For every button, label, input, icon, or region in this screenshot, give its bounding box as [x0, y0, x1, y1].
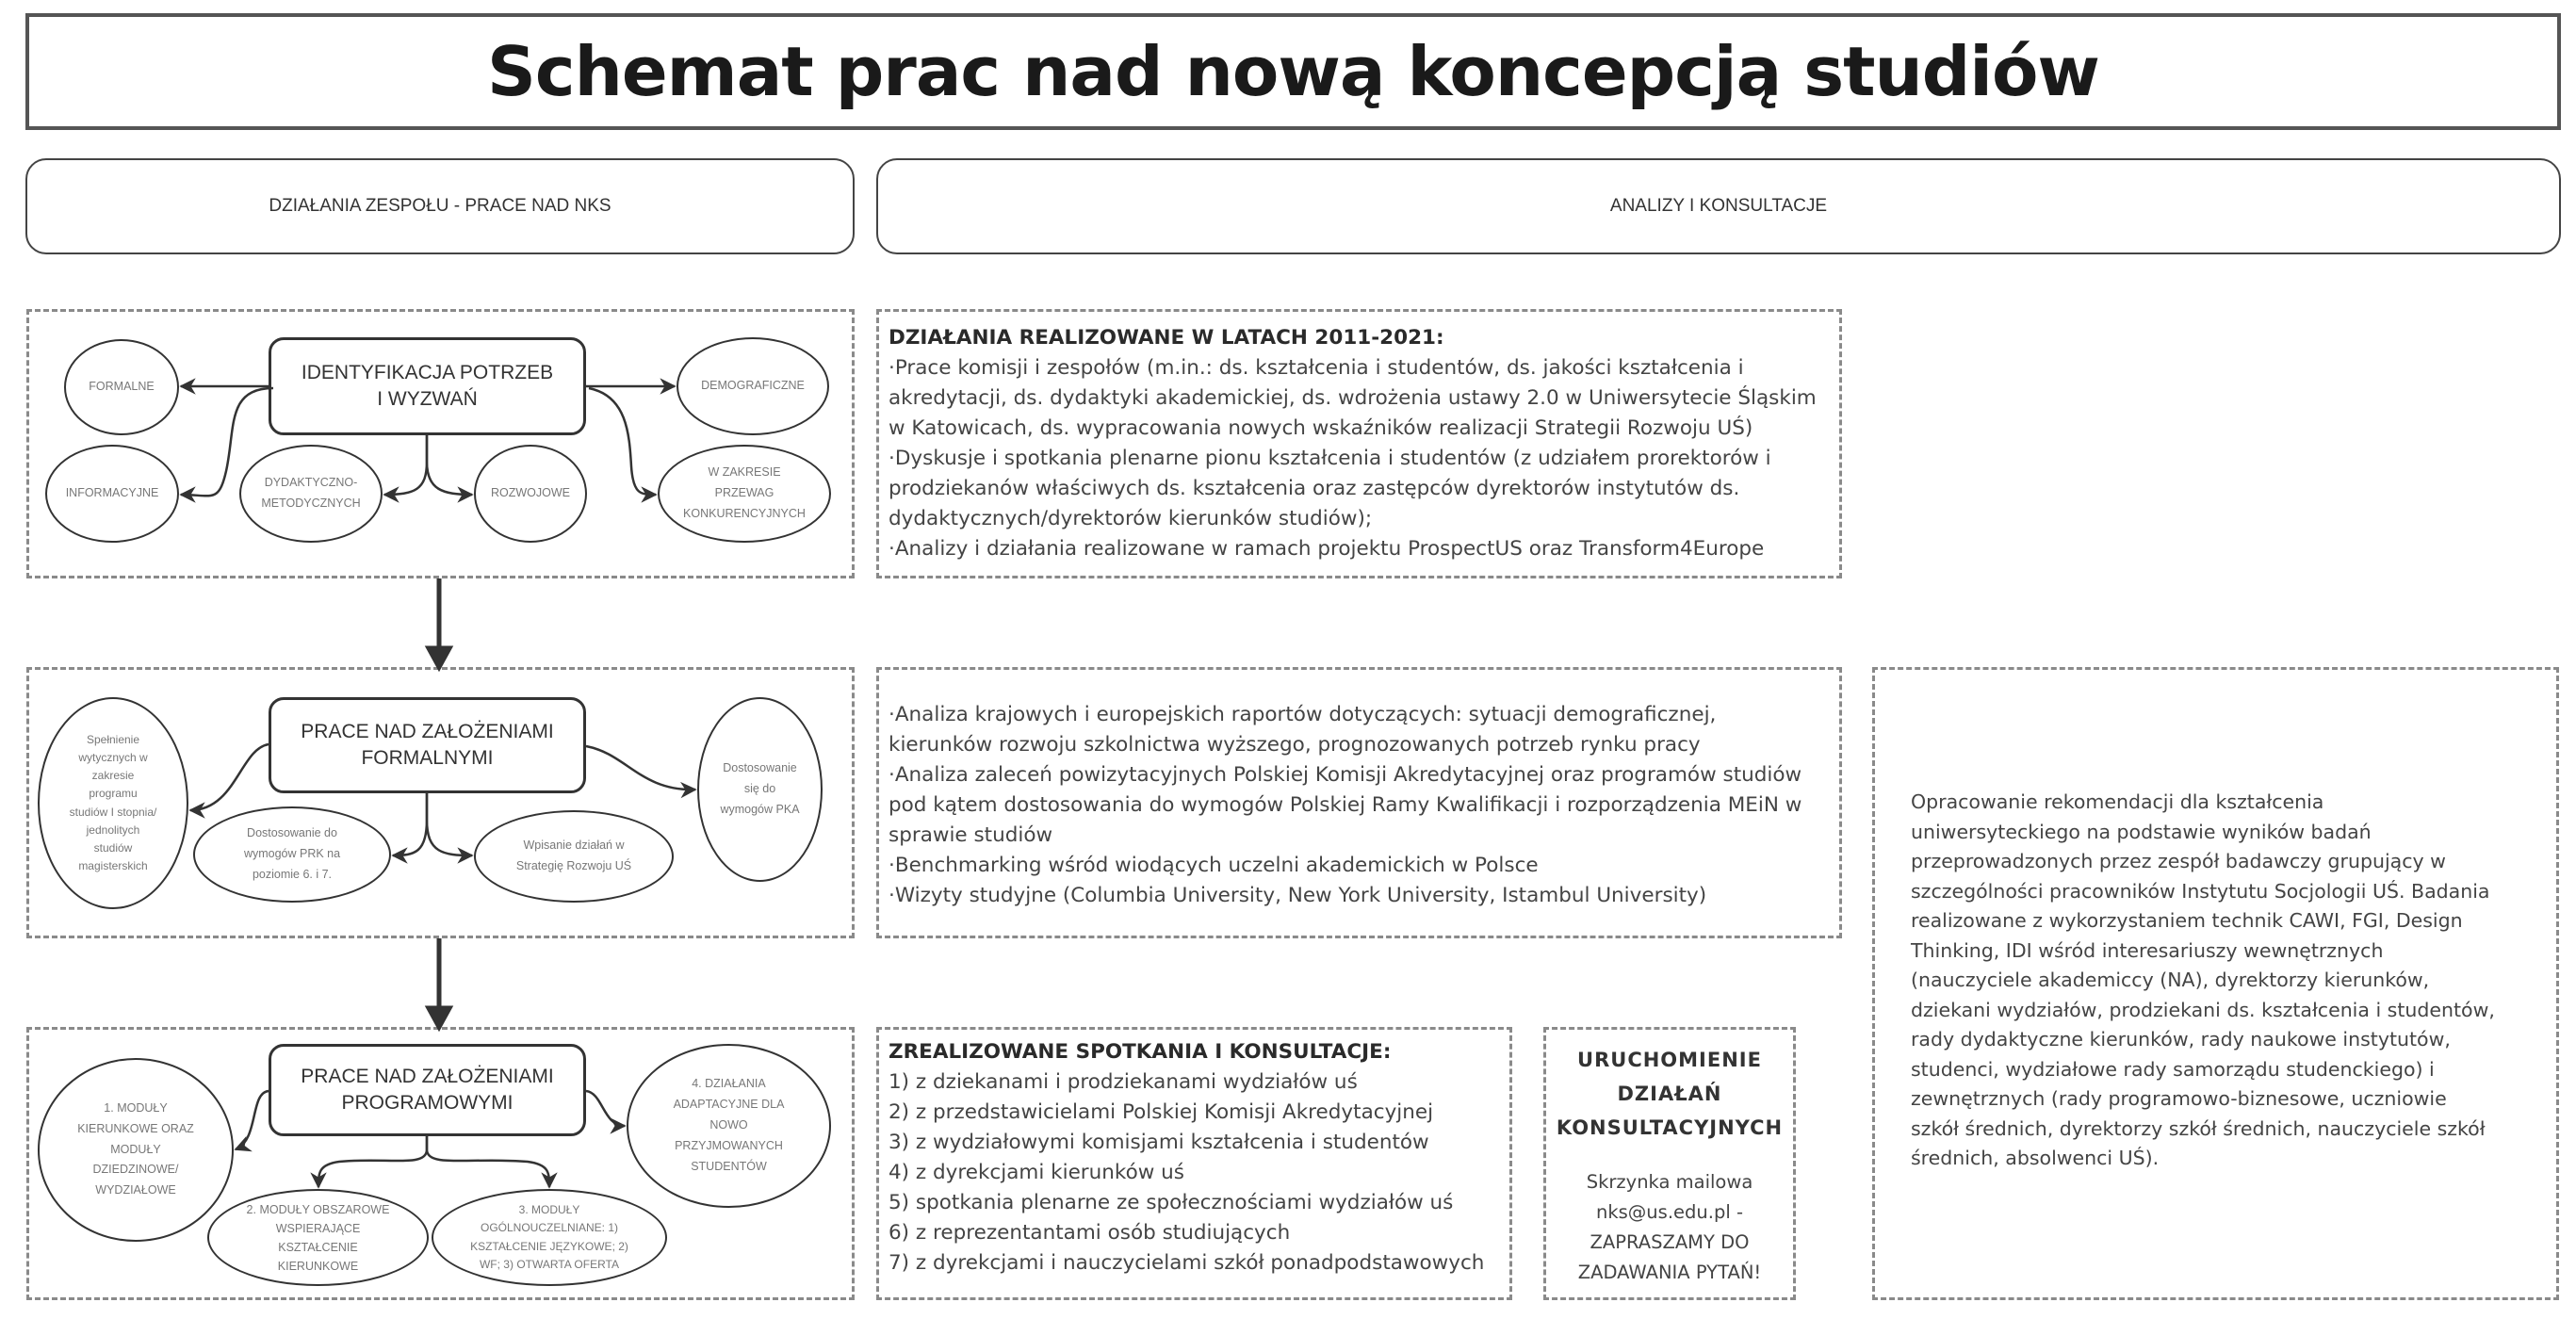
text-line: ·Prace komisji i zespołów (m.in.: ds. kształcenia i studentów, ds. jakości kształcenia i [889, 356, 1744, 380]
text-line: ·Dyskusje i spotkania plenarne pionu kształcenia i studentów (z udziałem prorektorów i [889, 447, 1771, 470]
text-line: średnich, absolwenci UŚ). [1911, 1147, 2160, 1169]
node-wymogi-prk: Dostosowanie do wymogów PRK na poziomie 6. i 7. [193, 806, 391, 903]
node-dydaktyczno-metodycznych: DYDAKTYCZNO- METODYCZNYCH [239, 445, 383, 543]
text-line: dydaktycznych/dyrektorów kierunków studiów); [889, 507, 1373, 530]
node-demograficzne: DEMOGRAFICZNE [677, 337, 829, 435]
text-line: szczególności pracowników Instytutu Socjologii UŚ. Badania [1911, 879, 2490, 903]
text-line: 6) z reprezentantami osób studiujących [889, 1221, 1291, 1245]
node-modul-2: 2. MODUŁY OBSZAROWE WSPIERAJĄCE KSZTAŁCENIE KIERUNKOWE [207, 1189, 429, 1286]
panel-meetings [876, 1027, 1512, 1300]
panel-meetings-items [889, 1067, 1500, 1278]
text-line: pod kątem dostosowania do wymogów Polskiej Ramy Kwalifikacji i rozporządzenia MEiN w [889, 793, 1802, 817]
node-wymogi-pka: Dostosowanie się do wymogów PKA [697, 697, 823, 882]
text-line: w Katowicach, ds. wypracowania nowych wskaźników realizacji Strategii Rozwoju UŚ) [889, 416, 1753, 440]
text-line: rady dydaktyczne kierunków, rady naukowe instytutów, [1911, 1028, 2451, 1050]
text-line: studenci, wydziałowe rady samorządu studenckiego) i [1911, 1057, 2435, 1081]
text-line: 2) z przedstawicielami Polskiej Komisji Akredytacyjnej [889, 1100, 1434, 1124]
node-zalozenia-formalne: PRACE NAD ZAŁOŻENIAMI FORMALNYMI [269, 697, 586, 793]
node-strategia-rozwoju: Wpisanie działań w Strategię Rozwoju UŚ [474, 810, 674, 903]
research-text [1911, 788, 2537, 1174]
panel-meetings-heading: ZREALIZOWANE SPOTKANIA I KONSULTACJE: [889, 1040, 1392, 1064]
flow-arrow-1-2-head [429, 648, 449, 667]
text-line: Thinking, IDI wśród interesariuszy wewnętrznych [1911, 938, 2384, 962]
header-team-work-label: DZIAŁANIA ZESPOŁU - PRACE NAD NKS [269, 196, 611, 216]
panel-reports-analysis [876, 667, 1842, 938]
node-rozwojowe: ROZWOJOWE [474, 445, 587, 543]
text-line: 5) spotkania plenarne ze społecznościami wydziałów uś [889, 1191, 1454, 1214]
text-line: ·Analiza zaleceń powizytacyjnych Polskiej Komisji Akredytacyjnej oraz programów studiów [889, 763, 1802, 787]
text-line: ·Benchmarking wśród wiodących uczelni akademickich w Polsce [889, 854, 1539, 877]
flow-arrow-2-3-head [429, 1008, 449, 1027]
panel-reports-lines [889, 700, 1830, 911]
page-title: Schemat prac nad nową koncepcją studiów [487, 32, 2099, 111]
header-team-work [25, 158, 855, 254]
consultation-title: URUCHOMIENIE DZIAŁAŃ KONSULTACYJNYCH [1556, 1049, 1784, 1139]
text-line: ·Analizy i działania realizowane w ramach projektu ProspectUS oraz Transform4Europe [889, 537, 1765, 561]
text-line: przeprowadzonych przez zespół badawczy grupujący w [1911, 850, 2446, 872]
text-line: 7) z dyrekcjami i nauczycielami szkół ponadpodstawowych [889, 1251, 1485, 1275]
text-line: 3) z wydziałowymi komisjami kształcenia i studentów [889, 1131, 1429, 1154]
text-line: 1) z dziekanami i prodziekanami wydziałów uś [889, 1070, 1358, 1094]
text-line: akredytacji, ds. dydaktyki akademickiej, ds. wdrożenia ustawy 2.0 w Uniwersytecie Śląskim [889, 386, 1817, 410]
node-modul-3: 3. MODUŁY OGÓLNOUCZELNIANE: 1) KSZTAŁCENIE JĘZYKOWE; 2) WF; 3) OTWARTA OFERTA [432, 1189, 667, 1286]
text-line: realizowane z wykorzystaniem technik CAWI, FGI, Design [1911, 909, 2463, 932]
panel-activities-heading: DZIAŁANIA REALIZOWANE W LATACH 2011-2021: [889, 326, 1444, 350]
text-line: prodziekanów właściwych ds. kształcenia oraz zastępców dyrektorów instytutów ds. [889, 477, 1740, 500]
node-wytyczne-programu: Spełnienie wytycznych w zakresie programu studiów I stopnia/ jednolitych studiów magisterskich [38, 697, 188, 909]
header-analyses [876, 158, 2561, 254]
text-line: Opracowanie rekomendacji dla kształcenia [1911, 790, 2324, 813]
panel-activities-lines [889, 353, 1830, 564]
node-formalne: FORMALNE [64, 339, 179, 435]
text-line: uniwersyteckiego na podstawie wyników badań [1911, 820, 2372, 843]
text-line: ·Analiza krajowych i europejskich raportów dotyczących: sytuacji demograficznej, [889, 703, 1717, 726]
node-przewagi-konkurencyjne: W ZAKRESIE PRZEWAG KONKURENCYJNYCH [658, 445, 831, 543]
text-line: 4) z dyrekcjami kierunków uś [889, 1161, 1184, 1184]
node-identyfikacja-potrzeb: IDENTYFIKACJA POTRZEB I WYZWAŃ [269, 337, 586, 435]
panel-consultation-launch [1543, 1027, 1796, 1300]
node-modul-4: 4. DZIAŁANIA ADAPTACYJNE DLA NOWO PRZYJMOWANYCH STUDENTÓW [627, 1044, 831, 1208]
text-line: ·Wizyty studyjne (Columbia University, New York University, Istambul University) [889, 884, 1707, 907]
text-line: (nauczyciele akademiccy (NA), dyrektorzy kierunków, [1911, 969, 2430, 991]
page-title-box [25, 13, 2561, 130]
panel-activities-2011-2021 [876, 309, 1842, 578]
text-line: dziekani wydziałów, prodziekani ds. kształcenia i studentów, [1911, 998, 2495, 1021]
node-modul-1: 1. MODUŁY KIERUNKOWE ORAZ MODUŁY DZIEDZINOWE/ WYDZIAŁOWE [38, 1058, 234, 1242]
panel-research-recommendations [1872, 667, 2559, 1300]
text-line: szkół średnich, dyrektorzy szkół średnich, nauczyciele szkół [1911, 1116, 2486, 1140]
node-informacyjne: INFORMACYJNE [45, 445, 179, 543]
text-line: sprawie studiów [889, 823, 1053, 847]
node-zalozenia-programowe: PRACE NAD ZAŁOŻENIAMI PROGRAMOWYMI [269, 1044, 586, 1136]
consultation-body: Skrzynka mailowa nks@us.edu.pl - ZAPRASZAMY DO ZADAWANIA PYTAŃ! [1577, 1171, 1762, 1283]
text-line: kierunków rozwoju szkolnictwa wyższego, prognozowanych potrzeb rynku pracy [889, 733, 1701, 757]
header-analyses-label: ANALIZY I KONSULTACJE [1609, 196, 1828, 216]
text-line: zewnętrznych (rady programowo-biznesowe, uczniowie [1911, 1087, 2447, 1110]
